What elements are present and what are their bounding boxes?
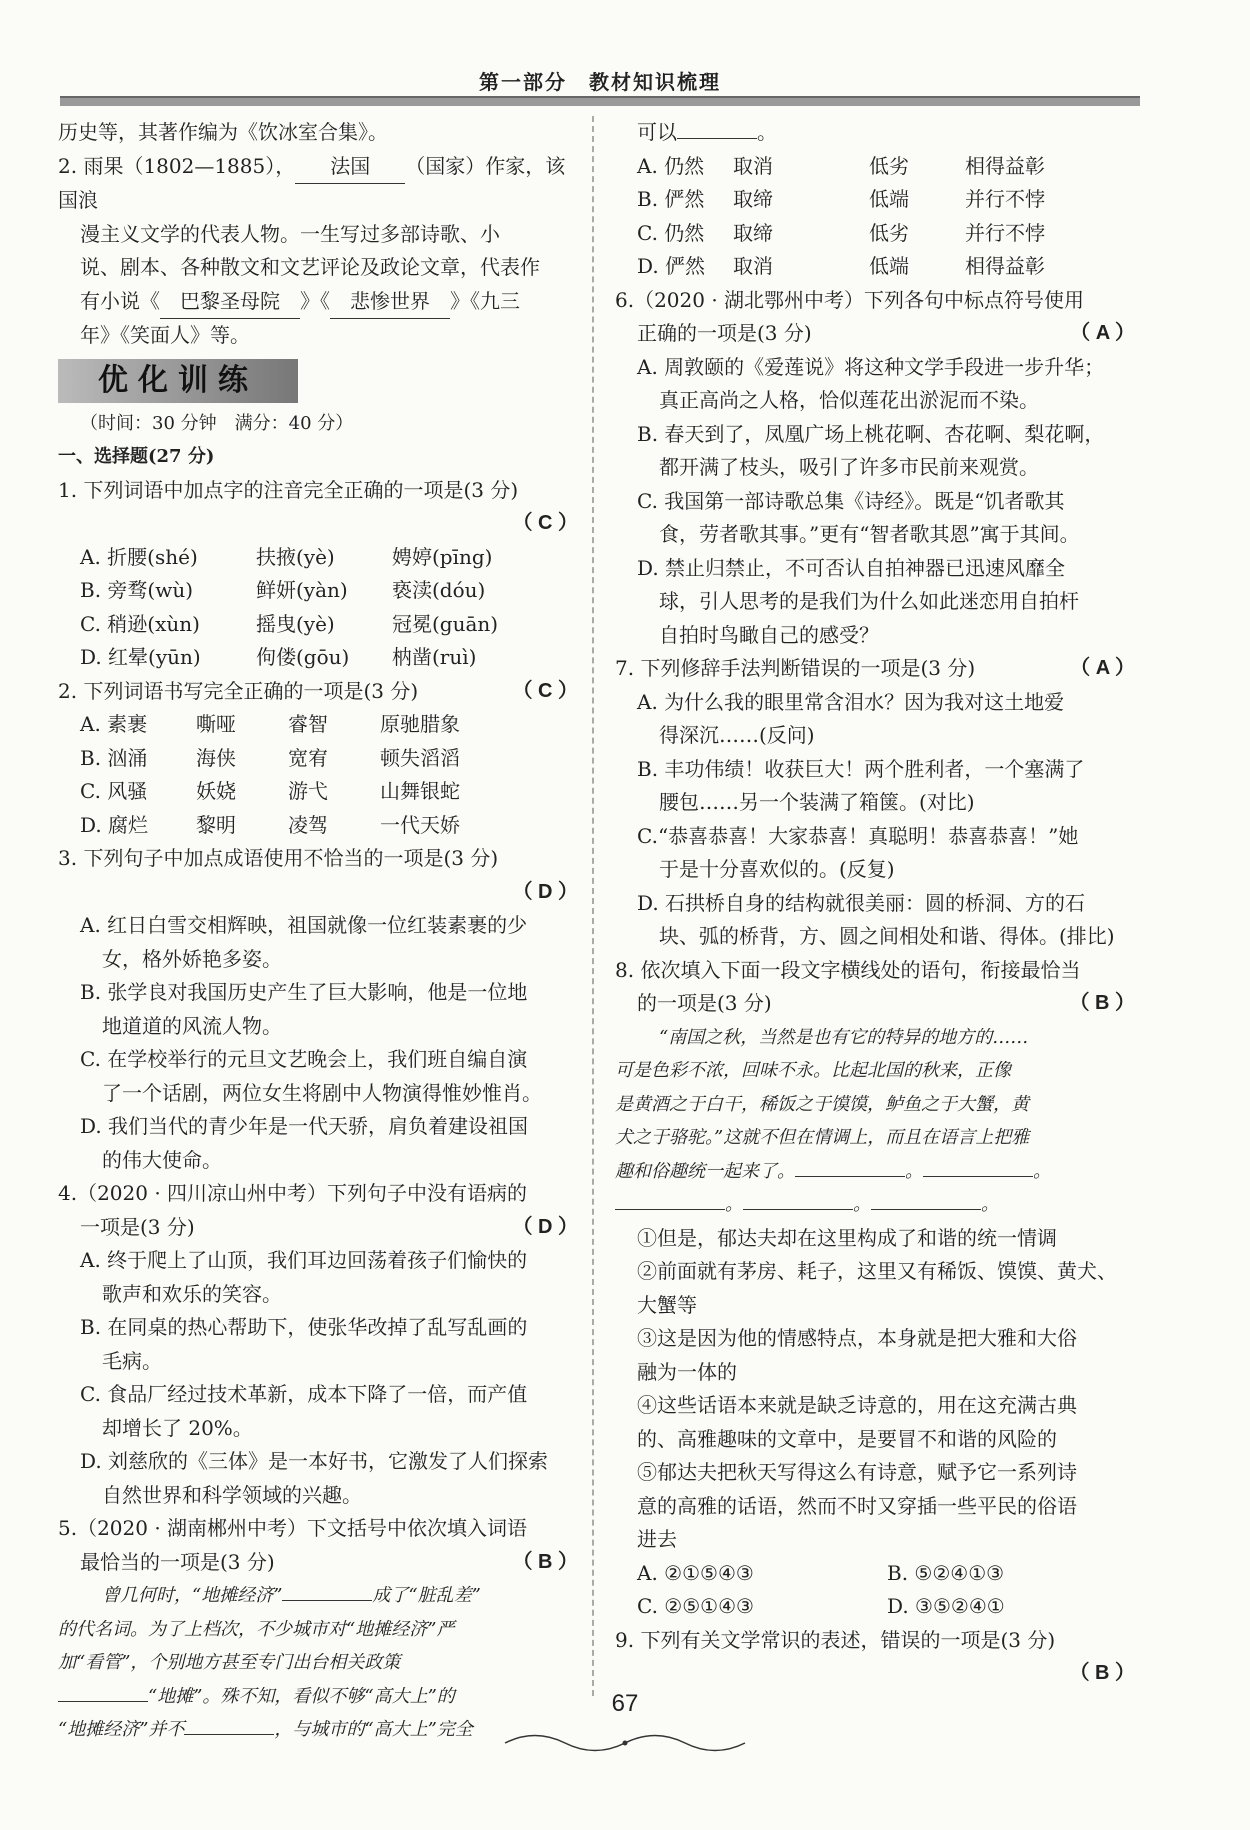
answer-blank bbox=[871, 1209, 981, 1210]
text-line: 漫主义文学的代表人物。一生写过多部诗歌、小 bbox=[80, 221, 500, 246]
option-text: 真正高尚之人格，恰似莲花出淤泥而不染。 bbox=[659, 388, 1039, 412]
sentence-1: ①但是，郁达夫却在这里构成了和谐的统一情调 bbox=[637, 1225, 1057, 1250]
q2-line: 2. 雨果（1802—1885）， 法国 （国家）作家，该国浪 bbox=[58, 150, 578, 218]
option-text: B. 张学良对我国历史产生了巨大影响，他是一位地 bbox=[80, 980, 528, 1004]
option-text: 歌声和欢乐的笑容。 bbox=[102, 1281, 282, 1306]
option-text: 毛病。 bbox=[102, 1348, 162, 1373]
option-text: B. 在同桌的热心帮助下，使张华改掉了乱写乱画的 bbox=[80, 1315, 528, 1339]
answer-line bbox=[58, 507, 578, 541]
options: A. 折腰(shé) 扶掖(yè) 娉婷(pīng) B. 旁骛(wù) 鲜妍(yàn) 亵渎(dóu) C. 稍逊(xùn) 摇曳(yè) 冠冕(guān) D. 红晕(yūn) 佝偻(gōu) 枘凿(ruì) bbox=[80, 544, 499, 669]
question-8: 8. 依次填入下面一段文字横线处的语句，衔接最恰当 bbox=[615, 957, 1081, 982]
answer-choice: （ B ） bbox=[1069, 992, 1135, 1014]
option-text: 自然世界和科学领域的兴趣。 bbox=[102, 1482, 362, 1507]
option-text: D. 我们当代的青少年是一代天骄，肩负着建设祖国 bbox=[80, 1114, 529, 1138]
answer-line bbox=[615, 1657, 1135, 1691]
answer-blank: 悲惨世界 bbox=[330, 285, 450, 320]
answer-choice: （ A ） bbox=[1070, 322, 1135, 344]
question-7: （ A ） 7. 下列修辞手法判断错误的一项是(3 分) bbox=[615, 652, 1135, 686]
question-5: 5.（2020 · 湖南郴州中考）下文括号中依次填入词语 bbox=[58, 1516, 528, 1540]
header-title: 第一部分 教材知识梳理 bbox=[479, 70, 721, 94]
passage-line: 犬之于骆驼。”这就不但在情调上，而且在语言上把雅 bbox=[615, 1127, 1030, 1148]
section-banner: 优化训练 bbox=[58, 359, 298, 403]
sentence-5: ⑤郁达夫把秋天写得这么有诗意，赋予它一系列诗 bbox=[637, 1460, 1077, 1484]
answer-choice: （ C ） bbox=[512, 679, 578, 702]
option-text: 的伟大使命。 bbox=[102, 1147, 222, 1172]
sentence-2-cont: 大蟹等 bbox=[637, 1292, 697, 1317]
option-text: 地道道的风流人物。 bbox=[102, 1013, 282, 1038]
sentence-2: ②前面就有茅房、耗子，这里又有稀饭、馍馍、黄犬、 bbox=[637, 1259, 1117, 1283]
text-line: 年》《笑面人》等。 bbox=[80, 323, 250, 347]
answer-choice: （ A ） bbox=[1070, 657, 1135, 679]
option-text: B. 春天到了，凤凰广场上桃花啊、杏花啊、梨花啊， bbox=[637, 421, 1105, 446]
option-text: D. 禁止归禁止，不可否认自拍神器已迅速风靡全 bbox=[637, 555, 1066, 580]
page-header bbox=[60, 66, 1140, 106]
passage-line: 可以 。 bbox=[637, 120, 777, 144]
time-limit: （时间：30 分钟 满分：40 分） bbox=[80, 412, 354, 434]
q2-answer-line: 有小说《 巴黎圣母院 》《 悲惨世界 》《九三 bbox=[58, 285, 578, 320]
passage-line: 可是色彩不浓，回味不永。比起北国的秋来，正像 bbox=[615, 1060, 1011, 1081]
text-line: 说、剧本、各种散文和文艺评论及政论文章，代表作 bbox=[80, 255, 540, 279]
question-9: 9. 下列有关文学常识的表述，错误的一项是(3 分) bbox=[615, 1627, 1056, 1652]
sentence-5-end: 进去 bbox=[637, 1527, 677, 1551]
question-1: 1. 下列词语中加点字的注音完全正确的一项是(3 分) bbox=[58, 477, 519, 502]
answer-blank bbox=[184, 1734, 274, 1735]
option-text: 于是十分喜欢似的。(反复) bbox=[659, 857, 895, 881]
question-4: 4.（2020 · 四川凉山州中考）下列句子中没有语病的 bbox=[58, 1181, 528, 1205]
option-text: 块、弧的桥背，方、圆之间相处和谐、得体。(排比) bbox=[659, 924, 1115, 948]
question-2: （ C ） 2. 下列词语书写完全正确的一项是(3 分) bbox=[58, 675, 578, 709]
answer-choice: （ D ） bbox=[512, 880, 578, 903]
option-text: 都开满了枝头，吸引了许多市民前来观赏。 bbox=[659, 455, 1039, 479]
column-divider bbox=[592, 116, 594, 1696]
passage-line: 的代名词。为了上档次，不少城市对“地摊经济”严 bbox=[58, 1618, 455, 1640]
question-8-cont: （ B ） 的一项是(3 分) bbox=[615, 987, 1135, 1021]
option-text: 食，劳者歌其事。”更有“智者歌其恩”寓于其间。 bbox=[659, 522, 1080, 546]
passage-line: “地摊”。殊不知，看似不够“高大上”的 bbox=[58, 1680, 578, 1714]
right-column bbox=[615, 116, 1135, 1691]
answer-line bbox=[58, 876, 578, 910]
option-text: C. 我国第一部诗歌总集《诗经》。既是“饥者歌其 bbox=[637, 488, 1065, 513]
option-text: A. 红日白雪交相辉映，祖国就像一位红装素裹的少 bbox=[80, 913, 528, 937]
option-text: 女，格外娇艳多姿。 bbox=[102, 946, 282, 971]
options: A. ②①⑤④③ B. ⑤②④①③ C. ②⑤①④③ D. ③⑤②④① bbox=[637, 1560, 1005, 1618]
question-6-cont: （ A ） 正确的一项是(3 分) bbox=[615, 317, 1135, 351]
sentence-4-cont: 的、高雅趣味的文章中，是要冒不和谐的风险的 bbox=[637, 1426, 1057, 1451]
answer-blank bbox=[615, 1209, 725, 1210]
options: A. 素裹 嘶哑 睿智 原驰腊象 B. 汹涌 海侠 宽宥 顿失滔滔 C. 风骚 妖娆 游弋 山舞银蛇 D. 腐烂 黎明 凌驾 一代天娇 bbox=[80, 712, 460, 837]
passage-line: “南国之秋，当然是也有它的特异的地方的…… bbox=[659, 1026, 1029, 1048]
passage-line: 曾几何时，“地摊经济” 成了“脏乱差” bbox=[102, 1585, 481, 1606]
answer-blank bbox=[923, 1176, 1033, 1177]
left-column bbox=[58, 116, 578, 1747]
passage-line: 趣和俗趣统一起来了。 。 。 bbox=[615, 1160, 1051, 1182]
answer-choice: （ B ） bbox=[1069, 1662, 1135, 1684]
sentence-4: ④这些话语本来就是缺乏诗意的，用在这充满古典 bbox=[637, 1393, 1077, 1417]
answer-blank bbox=[677, 138, 757, 139]
passage-line: 加“看管”，个别地方甚至专门出台相关政策 bbox=[58, 1652, 401, 1673]
passage-line: 。 。 。 bbox=[615, 1188, 1135, 1222]
question-3: 3. 下列句子中加点成语使用不恰当的一项是(3 分) bbox=[58, 846, 499, 870]
option-text: 自拍时鸟瞰自己的感受？ bbox=[659, 622, 879, 647]
option-text: C.“恭喜恭喜！大家恭喜！真聪明！恭喜恭喜！”她 bbox=[637, 823, 1079, 848]
answer-choice: （ D ） bbox=[512, 1215, 578, 1238]
option-text: C. 在学校举行的元旦文艺晚会上，我们班自编自演 bbox=[80, 1047, 528, 1071]
passage-line: “地摊经济”并不 ，与城市的“高大上”完全 bbox=[58, 1719, 473, 1740]
options: A. 仍然 取消 低劣 相得益彰 B. 俨然 取缔 低端 并行不悖 C. 仍然 取缔 低劣 并行不悖 D. 俨然 取消 低端 相得益彰 bbox=[637, 153, 1045, 278]
answer-blank bbox=[795, 1176, 905, 1177]
question-6: 6.（2020 · 湖北鄂州中考）下列各句中标点符号使用 bbox=[615, 287, 1085, 312]
answer-blank bbox=[282, 1600, 372, 1601]
answer-blank bbox=[743, 1209, 853, 1210]
sentence-5-cont: 意的高雅的话语，然而不时又穿插一些平民的俗语 bbox=[637, 1493, 1077, 1518]
text-line: 历史等，其著作编为《饮冰室合集》。 bbox=[58, 120, 388, 144]
answer-choice: （ B ） bbox=[512, 1550, 578, 1573]
answer-blank: 巴黎圣母院 bbox=[160, 285, 300, 320]
page-number: 67 bbox=[611, 1690, 639, 1717]
answer-blank: 法国 bbox=[295, 150, 405, 185]
option-text: D. 刘慈欣的《三体》是一本好书，它激发了人们探索 bbox=[80, 1449, 549, 1473]
passage-line: 是黄酒之于白干，稀饭之于馍馍，鲈鱼之于大蟹，黄 bbox=[615, 1093, 1029, 1115]
option-text: A. 周敦颐的《爱莲说》将这种文学手段进一步升华； bbox=[637, 354, 1105, 379]
page-ornament-icon bbox=[495, 1728, 755, 1758]
question-5-cont: （ B ） 最恰当的一项是(3 分) bbox=[58, 1546, 578, 1580]
sentence-3: ③这是因为他的情感特点，本身就是把大雅和大俗 bbox=[637, 1326, 1077, 1350]
option-text: C. 食品厂经过技术革新，成本下降了一倍，而产值 bbox=[80, 1382, 528, 1406]
sentence-3-cont: 融为一体的 bbox=[637, 1359, 737, 1384]
option-text: B. 丰功伟绩！收获巨大！两个胜利者，一个塞满了 bbox=[637, 756, 1085, 781]
option-text: 得深沉……(反问) bbox=[659, 723, 815, 747]
option-text: 了一个话剧，两位女生将剧中人物演得惟妙惟肖。 bbox=[102, 1080, 542, 1105]
option-text: D. 石拱桥自身的结构就很美丽：圆的桥洞、方的石 bbox=[637, 890, 1086, 915]
answer-choice: （ C ） bbox=[512, 512, 578, 534]
option-text: 球，引人思考的是我们为什么如此迷恋用自拍杆 bbox=[659, 589, 1079, 613]
option-text: A. 为什么我的眼里常含泪水？因为我对这土地爱 bbox=[637, 689, 1065, 714]
option-text: A. 终于爬上了山顶，我们耳边回荡着孩子们愉快的 bbox=[80, 1248, 528, 1272]
header-rule bbox=[60, 96, 1140, 106]
option-text: 却增长了 20%。 bbox=[102, 1415, 253, 1440]
section-heading: 一、选择题(27 分) bbox=[58, 446, 215, 467]
question-4-cont: （ D ） 一项是(3 分) bbox=[58, 1211, 578, 1245]
option-text: 腰包……另一个装满了箱箧。(对比) bbox=[659, 790, 975, 814]
